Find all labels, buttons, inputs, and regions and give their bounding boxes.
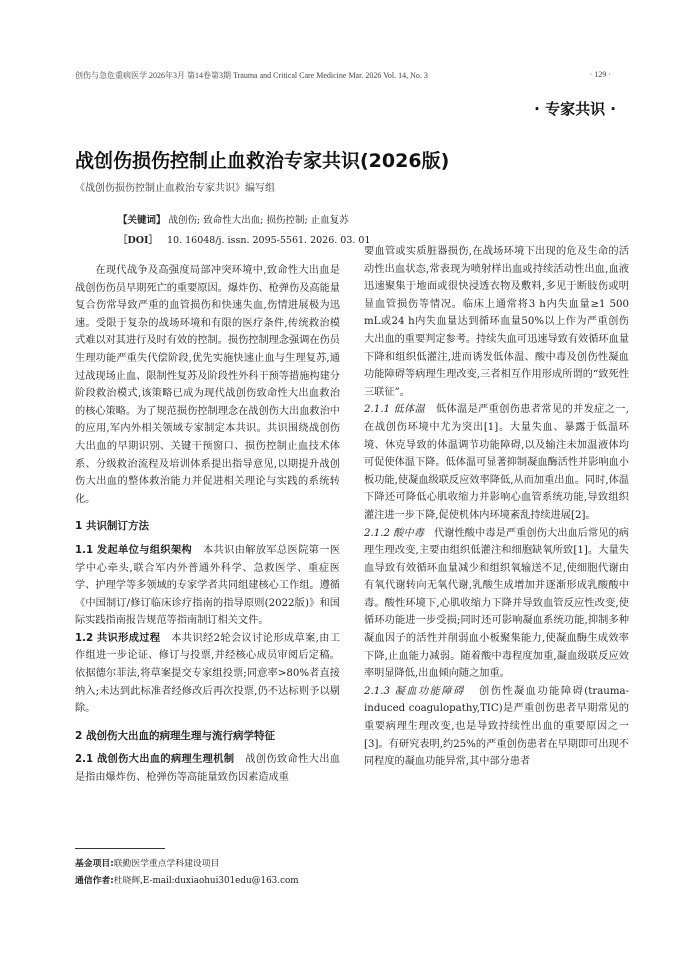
paragraph-2-1-3 xyxy=(364,683,629,771)
keywords-text: 战创伤; 致命性大出血; 损伤控制; 止血复苏 xyxy=(168,215,349,226)
page-number: · 129 · xyxy=(589,70,611,79)
correspondence-label: 通信作者: xyxy=(75,876,114,886)
subheading-2-1-1: 2.1.1 低体温 xyxy=(364,404,426,416)
paragraph-2-1-continued: 要血管或实质脏器损伤,在战场环境下出现的危及生命的活动性出血状态,常表现为喷射样出血或持续活动性出血,血液迅速聚集于地面或很快浸透衣物及敷料,多见于断肢伤或明显血管损伤等情况。临床上通常将3 h内失血量≥1 500 mL或24 h内失血量达到循环血量50%以上作为严重创伤大出血的重要判定参考。持续失血可迅速导致有效循环血量下降和组织低灌注,进而诱发低体温、酸中毒及创伤性凝血功能障碍等病理生理改变,三者相互作用形成所谓的“致死性三联征”。 xyxy=(364,246,629,398)
paragraph-2-1-1 xyxy=(364,401,629,524)
fund-label: 基金项目: xyxy=(75,859,114,869)
correspondence-text: 杜晓辉,E-mail:duxiaohui301edu@163.com xyxy=(113,876,299,886)
paragraph-1-2 xyxy=(75,630,340,718)
footnote-fund xyxy=(75,856,219,869)
subheading-1-1: 1.1 发起单位与组织架构 xyxy=(75,544,193,556)
subheading-2-1-2: 2.1.2 酸中毒 xyxy=(364,527,425,539)
left-column xyxy=(75,262,340,787)
paragraph-2-1-3-text: 创伤性凝血功能障碍(trauma-induced coagulopathy,TIC)是严重创伤患者早期常见的重要病理生理改变,也是导致持续性出血的重要原因之一[3]。有研究表明,约25%的严重创伤患者在早期即可出现不同程度的凝血功能异常,其中部分患者 xyxy=(364,685,630,768)
journal-running-title: 创伤与急危重病医学 2026年3月 第14卷第3期 Trauma and Critical Care Medicine Mar. 2026 Vol. 14, No. 3 xyxy=(75,71,428,80)
paragraph-2-1-2-text: 代谢性酸中毒是严重创伤大出血后常见的病理生理改变,主要由组织低灌注和细胞缺氧所致[1]。大量失血导致有效循环血量减少和组织氧输送不足,使细胞代谢由有氧代谢转向无氧代谢,乳酸生成增加并逐渐形成乳酸酸中毒。酸性环境下,心肌收缩力下降并导致血管反应性改变,使循环功能进一步受损;同时还可影响凝血系统功能,抑制多种凝血因子的活性并削弱血小板聚集能力,使凝血酶生成效率下降,止血能力减弱。随着酸中毒程度加重,凝血级联反应效率明显降低,出血倾向随之加重。 xyxy=(364,527,629,680)
paragraph-2-1-2 xyxy=(364,525,629,683)
running-header xyxy=(75,70,611,81)
section-tag: · 专家共识 · xyxy=(534,100,616,118)
right-column xyxy=(364,243,629,771)
article-title: 战创伤损伤控制止血救治专家共识(2026版) xyxy=(75,150,450,172)
doi-label: ［DOI］ xyxy=(118,235,158,246)
section-heading-1: 1 共识制订方法 xyxy=(75,520,149,533)
intro-paragraph: 在现代战争及高强度局部冲突环境中,致命性大出血是战创伤伤员早期死亡的重要原因。爆炸伤、枪弹伤及高能量复合伤常导致严重的血管损伤和快速失血,伤情进展极为迅速。受限于复杂的战场环境和有限的医疗条件,传统救治模式难以对其进行及时有效的控制。损伤控制理念强调在伤员生理功能严重失代偿阶段,优先实施快速止血与生理复苏,通过战现场止血、限制性复苏及阶段性外科干预等措施构建分阶段救治模式,该策略已成为现代战创伤致命性大出血救治的核心策略。为了规范损伤控制理念在战创伤大出血救治中的应用,军内外相关领域专家制定本共识。共识围绕战创伤大出血的早期识别、关键干预窗口、损伤控制止血技术体系、分级救治流程及培训体系提出指导意见,以期提升战创伤大出血的整体救治能力并促进相关理论与实践的系统转化。 xyxy=(75,265,340,505)
paragraph-1-1-text: 本共识由解放军总医院第一医学中心牵头,联合军内外普通外科学、急救医学、重症医学、护理学等多领域的专家学者共同组建核心工作组。遵循《中国制订/修订临床诊疗指南的指导原则(2022版)》和国际实践指南报告规范等指南制订相关文件。 xyxy=(75,544,341,627)
section-heading-2: 2 战创伤大出血的病理生理与流行病学特征 xyxy=(75,729,275,742)
doi-text: 10. 16048/j. issn. 2095-5561. 2026. 03. 01 xyxy=(167,235,371,246)
paragraph-2-1-text: 战创伤致命性大出血是指由爆炸伤、枪弹伤等高能量致伤因素造成重 xyxy=(75,754,341,784)
subheading-1-2: 1.2 共识形成过程 xyxy=(75,632,161,644)
footnote-correspondence xyxy=(75,873,299,886)
doi-line xyxy=(118,232,371,246)
footnote-rule xyxy=(75,848,165,849)
keywords-label: 【关键词】 xyxy=(118,215,166,226)
author-line: 《战创伤损伤控制止血救治专家共识》编写组 xyxy=(75,183,275,194)
fund-text: 联勤医学重点学科建设项目 xyxy=(113,859,220,869)
paragraph-1-2-text: 本共识经2轮会议讨论形成草案,由工作组进一步论证、修订与投票,并经核心成员审阅后定稿。依据德尔菲法,将草案提交专家组投票;同意率>80%者直接纳入;未达到此标准者经修改后再次投票,仍不达标则予以剔除。 xyxy=(75,632,341,715)
keywords-line xyxy=(118,212,349,226)
subheading-2-1: 2.1 战创伤大出血的病理生理机制 xyxy=(75,754,235,766)
paragraph-1-1 xyxy=(75,542,340,630)
paragraph-2-1 xyxy=(75,751,340,786)
paragraph-2-1-1-text: 低体温是严重创伤患者常见的并发症之一,在战创伤环境中尤为突出[1]。大量失血、暴露于低温环境、休克导致的体温调节功能障碍,以及输注未加温液体均可促使体温下降。低体温可显著抑制凝血酶活性并影响血小板功能,使凝血级联反应效率降低,从而加重出血。同时,体温下降还可降低心肌收缩力并影响心血管系统功能,导致组织灌注进一步下降,促使机体内环境紊乱持续进展[2]。 xyxy=(364,404,629,521)
subheading-2-1-3: 2.1.3 凝血功能障碍 xyxy=(364,685,465,697)
